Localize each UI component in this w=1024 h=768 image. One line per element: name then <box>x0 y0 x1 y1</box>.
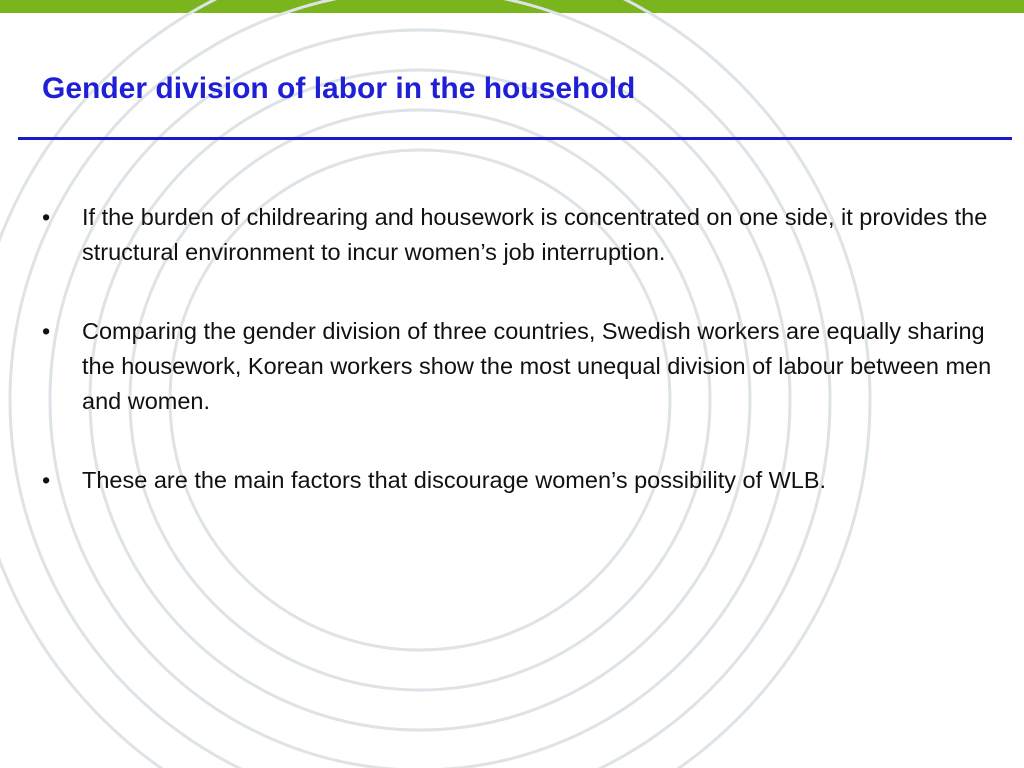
bullet-text: These are the main factors that discourage women’s possibility of WLB. <box>82 467 827 493</box>
title-underline-rule <box>18 137 1012 140</box>
bullet-marker: • <box>42 318 51 344</box>
bullet-item <box>0 200 1024 270</box>
slide-title: Gender division of labor in the household <box>42 72 636 105</box>
bullet-list <box>0 200 1024 542</box>
bullet-marker: • <box>42 204 51 230</box>
bullet-text: If the burden of childrearing and housework is concentrated on one side, it provides the structural environment to incur women’s job interruption. <box>82 204 988 265</box>
bullet-item <box>0 463 1024 498</box>
bullet-text: Comparing the gender division of three countries, Swedish workers are equally sharing the housework, Korean workers show the most unequal division of labour between men and women. <box>82 318 992 414</box>
bullet-item <box>0 314 1024 419</box>
bullet-marker: • <box>42 467 51 493</box>
